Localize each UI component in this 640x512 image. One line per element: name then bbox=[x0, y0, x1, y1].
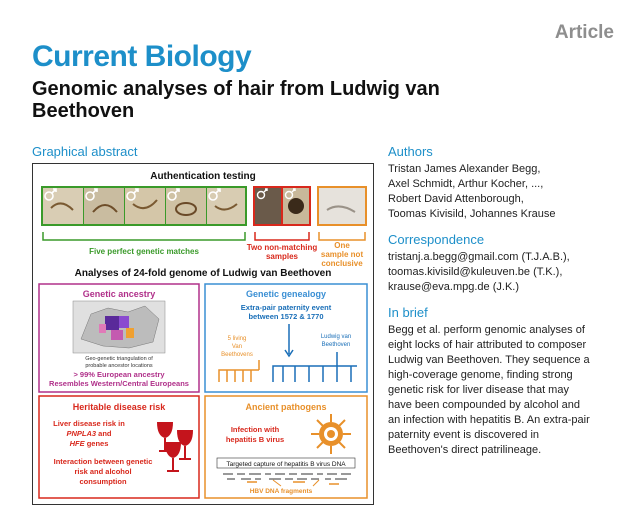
paternity-label-2: between 1572 & 1770 bbox=[248, 312, 324, 321]
genes-line-1 bbox=[66, 429, 111, 438]
non-matching-hair-samples bbox=[253, 186, 311, 226]
non-matching-label-2: samples bbox=[265, 252, 299, 261]
infection-label-2: hepatitis B virus bbox=[225, 435, 285, 444]
liver-risk-label: Liver disease risk in bbox=[53, 419, 125, 428]
capture-label: Targeted capture of hepatitis B virus DNA bbox=[226, 461, 346, 468]
ancestry-stat-2: Resembles Western/Central Europeans bbox=[49, 379, 189, 388]
graphical-abstract bbox=[32, 163, 374, 505]
auth-title: Authentication testing bbox=[150, 171, 256, 182]
in-brief-section bbox=[388, 305, 616, 458]
genes-line-2 bbox=[70, 439, 109, 448]
journal-name[interactable]: Current Biology bbox=[32, 40, 252, 73]
authors-line-3: Robert David Attenborough, bbox=[388, 193, 524, 205]
virus-icon bbox=[311, 414, 351, 454]
inconclusive-label-3: conclusive bbox=[321, 259, 363, 268]
graphical-abstract-label: Graphical abstract bbox=[32, 144, 138, 159]
in-brief-line-1: Begg et al. perform genomic analyses of bbox=[388, 324, 585, 336]
in-brief-line-5: genetic risk for liver disease that may bbox=[388, 384, 569, 396]
article-type: Article bbox=[554, 22, 614, 43]
in-brief-line-9: Beethoven's direct patrilineage. bbox=[388, 444, 542, 456]
gene-hfe: HFE bbox=[69, 439, 85, 448]
in-brief-line-2: eight locks of hair attributed to composer bbox=[388, 339, 587, 351]
infection-label-1: Infection with bbox=[230, 425, 280, 434]
genes-word: genes bbox=[84, 439, 109, 448]
inconclusive-label-1: One bbox=[334, 241, 350, 250]
ancestry-title: Genetic ancestry bbox=[82, 289, 156, 299]
ancestry-stat-1: > 99% European ancestry bbox=[73, 370, 165, 379]
living-label-3: Beethovens bbox=[221, 352, 253, 358]
paternity-label-1: Extra-pair paternity event bbox=[240, 303, 332, 312]
matching-hair-samples bbox=[41, 186, 247, 226]
interaction-label-1: Interaction between genetic bbox=[53, 457, 153, 466]
authors-line-4: Toomas Kivisild, Johannes Krause bbox=[388, 208, 556, 220]
genetic-ancestry-panel bbox=[39, 284, 199, 392]
in-brief-line-3: Ludwig van Beethoven. They sequence a bbox=[388, 354, 590, 366]
map-caption-2: probable ancestor locations bbox=[85, 363, 153, 369]
living-label-1: 5 living bbox=[227, 336, 247, 342]
authors-line-2: Axel Schmidt, Arthur Kocher, ..., bbox=[388, 178, 544, 190]
and-word: and bbox=[96, 429, 112, 438]
article-title: Genomic analyses of hair from Ludwig van Beethoven bbox=[32, 78, 440, 122]
in-brief-line-7: an infection with hepatitis B. An extra-pair bbox=[388, 414, 590, 426]
ancient-pathogens-panel bbox=[205, 396, 367, 498]
non-matching-label-1: Two non-matching bbox=[246, 243, 318, 252]
map-caption-1: Geo-genetic triangulation of bbox=[85, 356, 153, 362]
genetic-genealogy-panel bbox=[205, 284, 367, 392]
in-brief-line-4: high-coverage genome, finding strong bbox=[388, 369, 573, 381]
graphical-abstract-figure bbox=[33, 164, 373, 504]
email-link-3[interactable]: krause@eva.mpg.de (J.K.) bbox=[388, 281, 519, 293]
gene-pnpla3: PNPLA3 bbox=[66, 429, 97, 438]
in-brief-heading: In brief bbox=[388, 305, 428, 320]
sidebar bbox=[388, 144, 616, 468]
living-label-2: Van bbox=[231, 344, 243, 350]
interaction-label-3: consumption bbox=[79, 477, 127, 486]
heritable-disease-panel bbox=[39, 396, 199, 498]
perfect-matches-label: Five perfect genetic matches bbox=[89, 247, 199, 256]
in-brief-line-8: paternity event is discovered in bbox=[388, 429, 540, 441]
correspondence-heading: Correspondence bbox=[388, 232, 485, 247]
disease-title: Heritable disease risk bbox=[72, 402, 166, 412]
interaction-label-2: risk and alcohol bbox=[74, 467, 132, 476]
inconclusive-hair-sample bbox=[317, 186, 367, 226]
authors-heading: Authors bbox=[388, 144, 433, 159]
genealogy-title: Genetic genealogy bbox=[245, 289, 327, 299]
ludwig-label-1: Ludwig van bbox=[320, 334, 352, 340]
email-link-2[interactable]: toomas.kivisild@kuleuven.be (T.K.), bbox=[388, 266, 563, 278]
authors-section bbox=[388, 144, 616, 222]
hbv-fragments-label: HBV DNA fragments bbox=[249, 488, 313, 495]
in-brief-line-6: have been compounded by alcohol and bbox=[388, 399, 581, 411]
email-link-1[interactable]: tristanj.a.begg@gmail.com (T.J.A.B.), bbox=[388, 251, 570, 263]
correspondence-section bbox=[388, 232, 616, 295]
authors-line-1: Tristan James Alexander Begg, bbox=[388, 163, 541, 175]
inconclusive-label-2: sample not bbox=[320, 250, 364, 259]
genome-heading: Analyses of 24-fold genome of Ludwig van Beethoven bbox=[74, 268, 332, 279]
pathogens-title: Ancient pathogens bbox=[245, 402, 327, 412]
ludwig-label-2: Beethoven bbox=[321, 342, 351, 348]
